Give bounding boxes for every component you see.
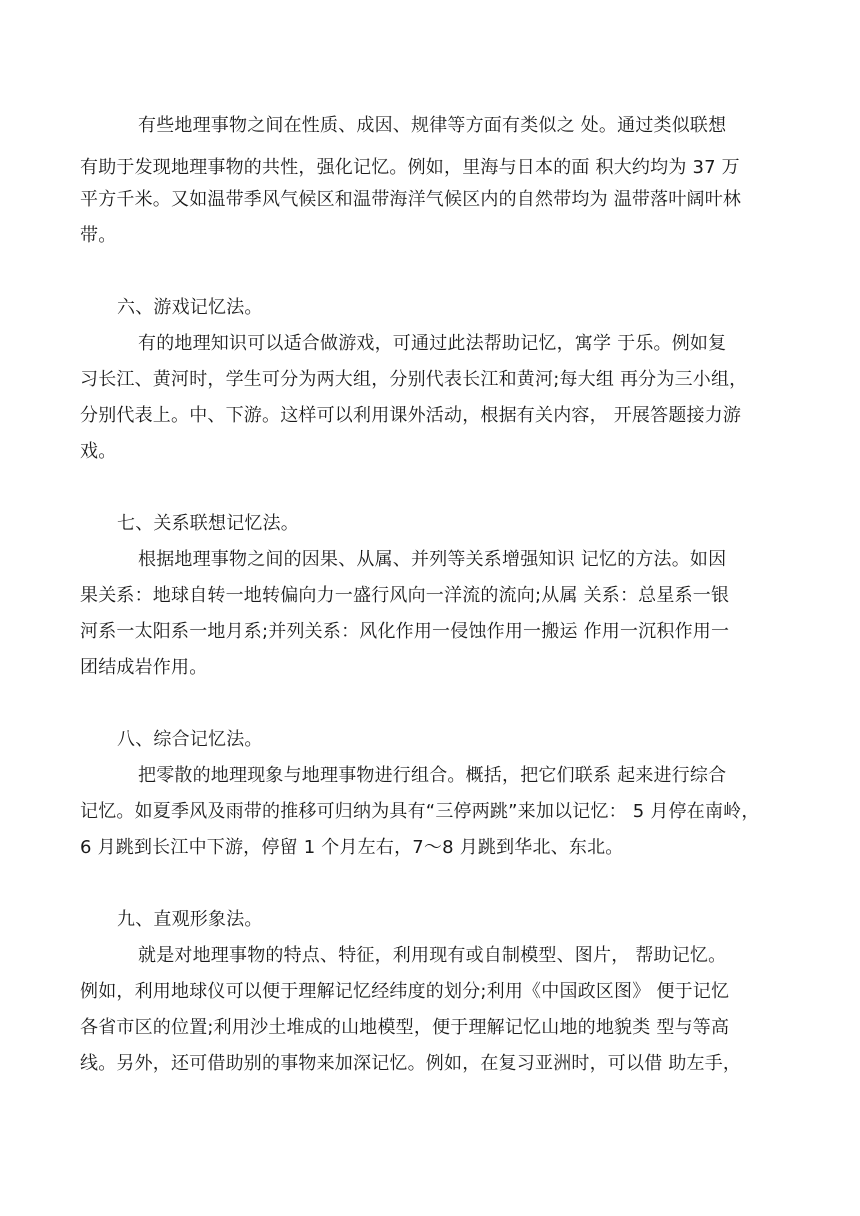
section-8-line-2: 记忆。如夏季风及雨带的推移可归纳为具有“三停两跳”来加以记忆： 5 月停在南岭， [80, 801, 760, 822]
section-9-line-2: 例如，利用地球仪可以便于理解记忆经纬度的划分;利用《中国政区图》 便于记忆 [80, 981, 730, 1002]
section-7-heading: 七、关系联想记忆法。 [117, 513, 299, 534]
intro-line-1: 有些地理事物之间在性质、成因、规律等方面有类似之 处。通过类似联想 [138, 115, 727, 136]
section-9-line-1: 就是对地理事物的特点、特征，利用现有或自制模型、图片， 帮助记忆。 [138, 945, 727, 966]
section-6-line-3: 分别代表上。中、下游。这样可以利用课外活动，根据有关内容， 开展答题接力游 [80, 405, 742, 426]
section-6-line-2: 习长江、黄河时，学生可分为两大组，分别代表长江和黄河;每大组 再分为三小组， [80, 369, 748, 390]
intro-line-4: 带。 [80, 225, 117, 246]
section-7-line-4: 团结成岩作用。 [80, 657, 208, 678]
section-8-line-3: 6 月跳到长江中下游，停留 1 个月左右，7～8 月跳到华北、东北。 [80, 837, 624, 858]
section-6-heading: 六、游戏记忆法。 [117, 297, 263, 318]
intro-line-2: 有助于发现地理事物的共性，强化记忆。例如，里海与日本的面 积大约均为 37 万 [80, 157, 740, 178]
intro-line-3: 平方千米。又如温带季风气候区和温带海洋气候区内的自然带均为 温带落叶阔叶林 [80, 189, 742, 210]
section-8-heading: 八、综合记忆法。 [117, 729, 263, 750]
section-9-line-4: 线。另外，还可借助别的事物来加深记忆。例如，在复习亚洲时，可以借 助左手， [80, 1053, 742, 1074]
section-8-line-1: 把零散的地理现象与地理事物进行组合。概括，把它们联系 起来进行综合 [138, 765, 727, 786]
section-6-line-4: 戏。 [80, 441, 117, 462]
section-6-line-1: 有的地理知识可以适合做游戏，可通过此法帮助记忆，寓学 于乐。例如复 [138, 333, 727, 354]
section-7-line-1: 根据地理事物之间的因果、从属、并列等关系增强知识 记忆的方法。如因 [138, 549, 727, 570]
section-7-line-3: 河系一太阳系一地月系;并列关系：风化作用一侵蚀作用一搬运 作用一沉积作用一 [80, 621, 730, 642]
section-7-line-2: 果关系：地球自转一地转偏向力一盛行风向一洋流的流向;从属 关系：总星系一银 [80, 585, 730, 606]
section-9-line-3: 各省市区的位置;利用沙土堆成的山地模型，便于理解记忆山地的地貌类 型与等高 [80, 1017, 730, 1038]
section-9-heading: 九、直观形象法。 [117, 909, 263, 930]
